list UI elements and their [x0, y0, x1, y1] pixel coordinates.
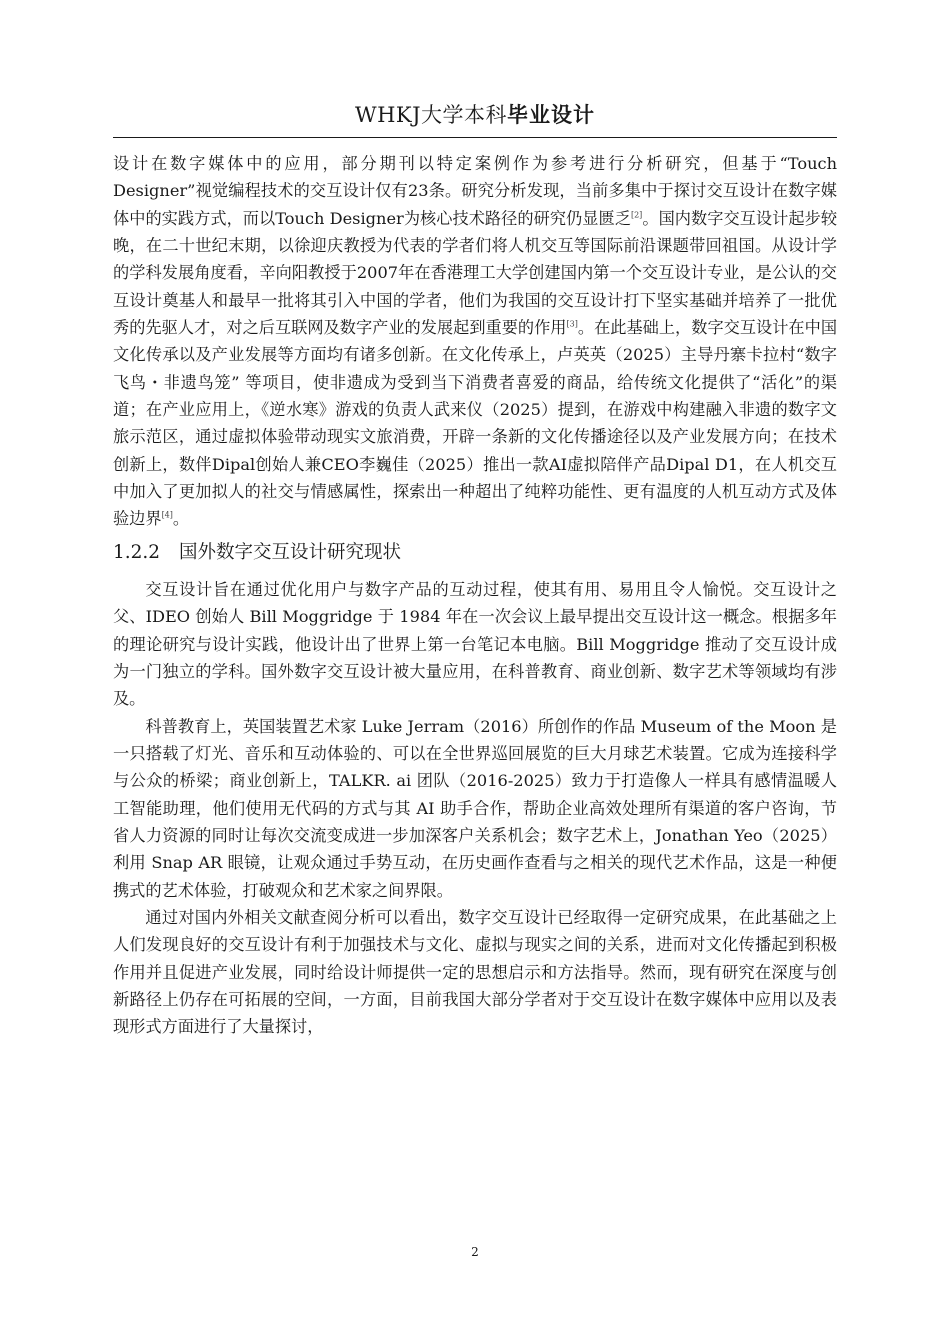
- section-title: 国外数字交互设计研究现状: [179, 541, 402, 563]
- paragraph-text: 。在此基础上，数字交互设计在中国文化传承以及产业发展等方面均有诸多创新。在文化传承上，卢英英（2025）主导丹寨卡拉村“数字飞鸟・非遗鸟笼” 等项目，使非遗成为受到当下消费者喜爱的商品，给传统文化提供了“活化”的渠道；在产业应用上，《逆水寒》游戏的负责人武来仪（2025）提到，在游戏中构建融入非遗的数字文旅示范区，通过虚拟体验带动现实文旅消费，开辟一条新的文化传播途径以及产业发展方向；在技术创新上，数伴Dipal创始人兼CEO李巍佳（2025）推出一款AI虚拟陪伴产品Dipal D1，在人机交互中加入了更加拟人的社交与情感属性，探索出一种超出了纯粹功能性、更有温度的人机互动方式及体验边界: [113, 318, 838, 529]
- section-heading: [113, 538, 837, 568]
- section-number: 1.2.2: [113, 541, 161, 563]
- paragraph-domestic-research: [113, 150, 837, 533]
- paragraph-foreign-examples: 科普教育上，英国装置艺术家 Luke Jerram（2016）所创作的作品 Museum of the Moon 是一只搭载了灯光、音乐和互动体验的、可以在全世界巡回展览的巨大月球艺术装置。它成为连接科学与公众的桥梁；商业创新上，TALKR. ai 团队（2016-2025）致力于打造像人一样具有感情温暖人工智能助理，他们使用无代码的方式与其 AI 助手合作，帮助企业高效处理所有渠道的客户咨询，节省人力资源的同时让每次交流变成进一步加深客户关系机会；数字艺术上，Jonathan Yeo（2025）利用 Snap AR 眼镜，让观众通过手势互动，在历史画作查看与之相关的现代艺术作品，这是一种便携式的艺术体验，打破观众和艺术家之间界限。: [113, 716, 837, 900]
- citation-3: [3]: [566, 319, 578, 329]
- paragraph-text: 。: [172, 509, 190, 529]
- paragraph-text: 。国内数字交互设计起步较晚，在二十世纪末期，以徐迎庆教授为代表的学者们将人机交互等国际前沿课题带回祖国。从设计学的学科发展角度看，辛向阳教授于2007年在香港理工大学创建国内第一个交互设计专业，是公认的交互设计奠基人和最早一批将其引入中国的学者，他们为我国的交互设计打下坚实基础并培养了一批优秀的先驱人才，对之后互联网及数字产业的发展起到重要的作用: [113, 208, 838, 338]
- header-title-bold: 毕业设计: [507, 103, 595, 127]
- citation-4: [4]: [161, 511, 173, 521]
- page-header: [113, 100, 837, 130]
- paragraph-summary: 通过对国内外相关文献查阅分析可以看出，数字交互设计已经取得一定研究成果，在此基础之上人们发现良好的交互设计有利于加强技术与文化、虚拟与现实之间的关系，进而对文化传播起到积极作用并且促进产业发展，同时给设计师提供一定的思想启示和方法指导。然而，现有研究在深度与创新路径上仍存在可拓展的空间，一方面，目前我国大部分学者对于交互设计在数字媒体中应用以及表现形式方面进行了大量探讨，: [113, 907, 837, 1037]
- citation-2: [2]: [630, 210, 643, 220]
- paragraph-text: 设计在数字媒体中的应用，部分期刊以特定案例作为参考进行分析研究，但基于“Touch Designer”视觉编程技术的交互设计仅有23条。研究分析发现，当前多集中于探讨交互设计在数字媒体中的实践方式，而以Touch Designer为核心技术路径的研究仍显匮乏: [113, 154, 837, 228]
- page-body: [113, 150, 837, 1041]
- header-title: WHKJ大学本科: [354, 103, 507, 127]
- header-rule: [113, 137, 837, 138]
- page-number: 2: [471, 1245, 479, 1259]
- paragraph-interaction-design-intro: 交互设计旨在通过优化用户与数字产品的互动过程，使其有用、易用且令人愉悦。交互设计之父、IDEO 创始人 Bill Moggridge 于 1984 年在一次会议上最早提出交互设计这一概念。根据多年的理论研究与设计实践，他设计出了世界上第一台笔记本电脑。Bill Moggridge 推动了交互设计成为一门独立的学科。国外数字交互设计被大量应用，在科普教育、商业创新、数字艺术等领域均有涉及。: [113, 579, 837, 709]
